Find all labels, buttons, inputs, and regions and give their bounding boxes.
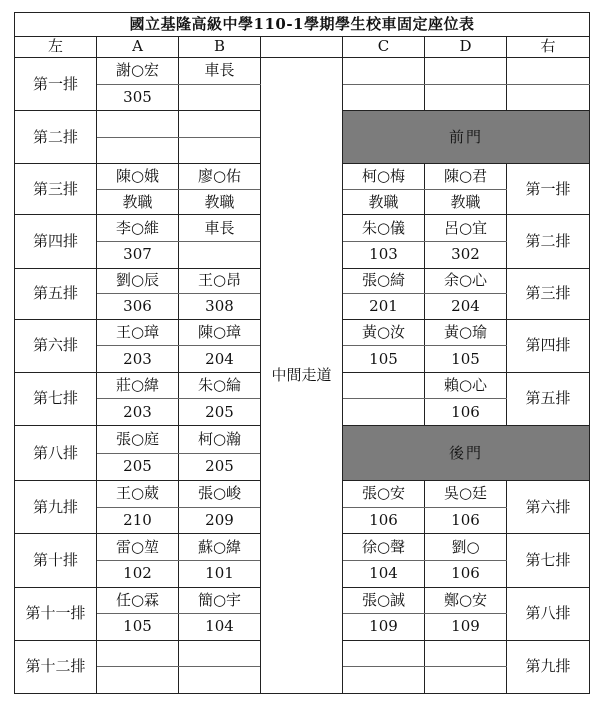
seat-b-name: 陳○璋 (179, 319, 261, 346)
seat-a-name (97, 640, 179, 667)
seat-d-class: 106 (425, 399, 507, 426)
seat-c-name: 柯○梅 (343, 164, 425, 190)
seat-d-name (425, 57, 507, 84)
seat-a-name: 莊○緯 (97, 372, 179, 399)
seat-a-name (97, 111, 179, 138)
seat-c-class: 104 (343, 560, 425, 587)
seat-c-name (343, 372, 425, 399)
seat-a-name: 陳○娥 (97, 164, 179, 190)
right-row-label: 第六排 (507, 481, 590, 534)
right-blank-bottom (507, 84, 590, 111)
left-row-label: 第五排 (15, 268, 97, 319)
seat-a-class (97, 137, 179, 164)
seat-b-class: 205 (179, 399, 261, 426)
right-row-label: 第五排 (507, 372, 590, 425)
left-row-label: 第三排 (15, 164, 97, 215)
seat-c-class: 103 (343, 242, 425, 269)
left-row-label: 第一排 (15, 57, 97, 110)
seat-a-class: 210 (97, 507, 179, 534)
header-a: A (97, 36, 179, 57)
seat-a-class (97, 667, 179, 694)
seat-c-class (343, 84, 425, 111)
header-c: C (343, 36, 425, 57)
seat-a-name: 劉○辰 (97, 268, 179, 294)
header-right: 右 (507, 36, 590, 57)
seat-d-class: 106 (425, 507, 507, 534)
seat-d-name: 呂○宜 (425, 215, 507, 242)
left-row-label: 第四排 (15, 215, 97, 268)
seat-a-class: 教職 (97, 189, 179, 215)
seat-a-class: 203 (97, 346, 179, 373)
seat-a-name: 任○霖 (97, 587, 179, 614)
seat-b-class: 教職 (179, 189, 261, 215)
seat-c-class: 109 (343, 614, 425, 641)
right-row-label: 第七排 (507, 534, 590, 587)
seat-d-class: 106 (425, 560, 507, 587)
seat-d-name: 黃○瑜 (425, 319, 507, 346)
seat-c-class (343, 667, 425, 694)
seat-c-name: 黃○汝 (343, 319, 425, 346)
seat-a-name: 王○葳 (97, 481, 179, 508)
left-row-label: 第十二排 (15, 640, 97, 693)
seat-b-class: 204 (179, 346, 261, 373)
seat-b-class: 104 (179, 614, 261, 641)
right-row-label: 第二排 (507, 215, 590, 268)
seat-a-class: 305 (97, 84, 179, 111)
right-row-label: 第三排 (507, 268, 590, 319)
seat-d-class: 302 (425, 242, 507, 269)
seat-a-class: 205 (97, 453, 179, 481)
seat-b-class (179, 667, 261, 694)
seat-d-class: 教職 (425, 189, 507, 215)
front-door: 前門 (343, 111, 590, 164)
seat-d-name: 陳○君 (425, 164, 507, 190)
seat-a-name: 李○維 (97, 215, 179, 242)
right-row-label: 第一排 (507, 164, 590, 215)
left-row-label: 第二排 (15, 111, 97, 164)
seat-b-class (179, 84, 261, 111)
seat-a-name: 雷○堃 (97, 534, 179, 561)
seat-c-name: 張○誠 (343, 587, 425, 614)
seat-d-name: 賴○心 (425, 372, 507, 399)
seating-table (14, 12, 590, 694)
back-door: 後門 (343, 426, 590, 481)
seat-a-class: 105 (97, 614, 179, 641)
seat-c-name: 朱○儀 (343, 215, 425, 242)
header-aisle (261, 36, 343, 57)
left-row-label: 第八排 (15, 426, 97, 481)
left-row-label: 第十排 (15, 534, 97, 587)
seat-b-name: 柯○瀚 (179, 426, 261, 454)
seat-d-class: 105 (425, 346, 507, 373)
seat-b-class: 209 (179, 507, 261, 534)
seat-d-name (425, 640, 507, 667)
seat-c-name (343, 57, 425, 84)
seat-a-name: 張○庭 (97, 426, 179, 454)
seat-d-name: 鄭○安 (425, 587, 507, 614)
seat-b-name: 朱○綸 (179, 372, 261, 399)
seat-d-name: 吳○廷 (425, 481, 507, 508)
seat-b-name: 王○昂 (179, 268, 261, 294)
seat-b-class (179, 242, 261, 269)
seat-c-name: 張○安 (343, 481, 425, 508)
left-row-label: 第七排 (15, 372, 97, 425)
seat-c-class: 教職 (343, 189, 425, 215)
seat-b-name: 車長 (179, 57, 261, 84)
seat-b-name: 簡○宇 (179, 587, 261, 614)
right-row-label: 第九排 (507, 640, 590, 693)
left-row-label: 第十一排 (15, 587, 97, 640)
seat-b-class: 308 (179, 294, 261, 320)
seat-b-class: 205 (179, 453, 261, 481)
seat-d-class (425, 667, 507, 694)
seat-a-class: 102 (97, 560, 179, 587)
seat-c-class (343, 399, 425, 426)
seat-b-name: 張○峻 (179, 481, 261, 508)
seat-c-class: 105 (343, 346, 425, 373)
center-aisle: 中間走道 (261, 57, 343, 693)
seat-a-class: 203 (97, 399, 179, 426)
seat-c-class: 106 (343, 507, 425, 534)
seat-b-class (179, 137, 261, 164)
seat-a-name: 王○璋 (97, 319, 179, 346)
seating-chart-sheet (14, 12, 589, 694)
seat-d-class: 204 (425, 294, 507, 320)
seat-d-name: 余○心 (425, 268, 507, 294)
right-blank-top (507, 57, 590, 84)
seat-d-name: 劉○ (425, 534, 507, 561)
seat-c-name (343, 640, 425, 667)
seat-c-name: 張○綺 (343, 268, 425, 294)
seat-b-name: 車長 (179, 215, 261, 242)
header-left: 左 (15, 36, 97, 57)
header-d: D (425, 36, 507, 57)
seat-d-class: 109 (425, 614, 507, 641)
seat-c-class: 201 (343, 294, 425, 320)
right-row-label: 第八排 (507, 587, 590, 640)
seat-a-name: 謝○宏 (97, 57, 179, 84)
header-b: B (179, 36, 261, 57)
page-title: 國立基隆高級中學110-1學期學生校車固定座位表 (15, 13, 590, 37)
seat-d-class (425, 84, 507, 111)
seat-a-class: 306 (97, 294, 179, 320)
seat-b-class: 101 (179, 560, 261, 587)
seat-b-name (179, 111, 261, 138)
seat-b-name (179, 640, 261, 667)
left-row-label: 第九排 (15, 481, 97, 534)
seat-a-class: 307 (97, 242, 179, 269)
right-row-label: 第四排 (507, 319, 590, 372)
seat-c-name: 徐○聲 (343, 534, 425, 561)
seat-b-name: 蘇○緯 (179, 534, 261, 561)
left-row-label: 第六排 (15, 319, 97, 372)
seat-b-name: 廖○佑 (179, 164, 261, 190)
